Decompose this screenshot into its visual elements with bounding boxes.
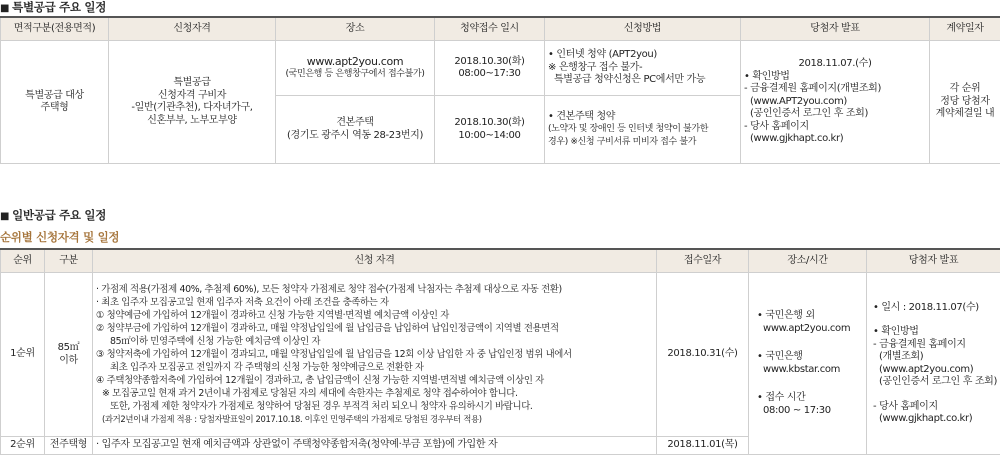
qualification2-cell: · 입주자 모집공고일 현재 예치금액과 상관없이 주택청약종합저축(청약예·부금 포함)에 가입한 자: [93, 437, 657, 455]
method-line: (노약자 및 장애인 등 인터넷 청약이 불가한: [548, 124, 709, 135]
special-schedule-table: [0, 16, 1000, 164]
method-line: ※ 은행창구 접수 불가-: [548, 61, 643, 73]
header-contract: 계약일자: [930, 17, 1000, 41]
qualification1-cell: [93, 273, 657, 437]
announce-line: - 당사 홈페이지: [744, 120, 809, 132]
place-time-cell: [749, 273, 867, 455]
time-line: 08:00~17:30: [458, 68, 521, 79]
general-subtitle: 순위별 신청자격 및 일정: [0, 230, 120, 244]
place-line: 견본주택: [336, 117, 374, 128]
special-row-1: [1, 41, 1000, 96]
announce-line: (www.gjkhapt.co.kr): [879, 413, 973, 424]
qual-line: ※ 모집공고일 현재 과거 2년이내 가점제로 당첨된 자의 세대에 속한자는 추첨제로 청약 접수하여야 합니다.: [102, 388, 518, 399]
announce-line: 2018.11.07.(수): [798, 58, 872, 70]
general-schedule-table: [0, 248, 1000, 455]
general-title-text: 일반공급 주요 일정: [12, 208, 107, 222]
place-online-url: www.apt2you.com: [306, 54, 404, 68]
place-line: www.apt2you.com: [763, 322, 851, 334]
area-line: 특별공급 대상: [25, 89, 84, 101]
general-section-title: [0, 208, 106, 224]
place-line: • 국민은행: [757, 351, 803, 362]
eligibility-line: 신혼부부, 노부모부양: [147, 114, 237, 126]
place-online-note: (국민은행 등 은행창구에서 접수불가): [285, 69, 425, 79]
announce-line: (개별조회): [879, 351, 924, 362]
announce-line: (공인인증서 로그인 후 조회): [750, 108, 868, 120]
type2-cell: 전주택형: [45, 437, 93, 455]
header-place: 장소: [276, 17, 435, 41]
place-line: • 접수 시간: [757, 392, 806, 403]
header-winner-announce: 당첨자 발표: [867, 249, 1000, 273]
qual-line: (과거2년이내 가점제 적용 : 당첨자발표일이 2017.10.18. 이후인 민영주택의 가점제로 당첨된 경우부터 적용): [102, 414, 482, 424]
time-line: 10:00~14:00: [458, 129, 521, 141]
header-rank: 순위: [1, 249, 45, 273]
qual-line: · 가점제 적용(가점제 40%, 추첨제 60%), 모든 청약자 가점제로 청약 접수(가점제 낙첨자는 추첨제 대상으로 자동 전환): [96, 284, 562, 295]
date-online-cell: [435, 41, 545, 96]
qual-line: 최초 입주자 모집공고 전일까지 각 주택형의 신청 가능한 청약예금으로 전환한 자: [110, 362, 424, 373]
qual-line: ④ 주택청약종합저축에 가입하여 12개월이 경과하고, 총 납입금액이 신청 가능한 지역별·면적별 예치금액 이상인 자: [96, 375, 544, 386]
winner-announce-cell: [867, 273, 1000, 455]
eligibility-line: 신청자격 구비자: [158, 89, 226, 101]
place-line: www.kbstar.com: [763, 363, 841, 375]
special-section-title: [0, 0, 106, 16]
qual-line: 또한, 가점제 제한 청약자가 가점제로 청약하여 당첨된 경우 부적격 처리 되오니 청약자 유의하시기 바랍니다.: [110, 401, 533, 412]
place-line: • 국민은행 외: [757, 310, 815, 321]
contract-line: 계약체결일 내: [935, 108, 995, 120]
header-eligibility: 신청자격: [109, 17, 276, 41]
rank2-cell: 2순위: [1, 437, 45, 455]
header-place-time: 장소/시간: [749, 249, 867, 273]
method-model-house-cell: [545, 96, 741, 164]
qual-line: ③ 청약저축에 가입하여 12개월이 경과되고, 매월 약정납입일에 월 납입금을 12회 이상 납입한 자 중 납입인정 범위 내에서: [96, 349, 572, 360]
rank1-row: [1, 273, 1000, 437]
eligibility-line: -일반(기관추천), 다자녀가구,: [131, 102, 253, 113]
method-online-cell: [545, 41, 741, 96]
date1-cell: 2018.10.31(수): [657, 273, 749, 437]
contract-line: 각 순위: [949, 83, 981, 95]
date-model-house-cell: [435, 96, 545, 164]
header-announce: 당첨자 발표: [741, 17, 930, 41]
date2-cell: 2018.11.01(목): [657, 437, 749, 455]
announce-line: - 금융결제원 홈페이지(개별조회): [744, 83, 882, 95]
place-line: (경기도 광주시 역동 28-23번지): [287, 129, 423, 141]
qual-line: · 최초 입주자 모집공고일 현재 입주자 저축 요건이 아래 조건을 충족하는 자: [96, 297, 389, 308]
method-line: 특별공급 청약신청은 PC에서만 가능: [554, 74, 706, 86]
special-header-row: [1, 17, 1000, 41]
qual-line: 85㎡이하 민영주택에 신청 가능한 예치금액 이상인 자: [110, 336, 321, 347]
header-area: 면적구분(전용면적): [1, 17, 109, 41]
announce-line: (www.APT2you.com): [750, 95, 847, 107]
announce-line: - 당사 홈페이지: [873, 400, 938, 412]
place-online-cell: [276, 41, 435, 96]
type1-cell: [45, 273, 93, 437]
method-line: 경우) ※신청 구비서류 미비자 접수 불가: [548, 136, 697, 147]
square-bullet-icon: ■: [0, 211, 10, 222]
contract-cell: [930, 41, 1000, 164]
eligibility-cell: [109, 41, 276, 164]
header-date: 청약접수 일시: [435, 17, 545, 41]
announce-line: (www.apt2you.com): [879, 363, 974, 375]
header-receipt-date: 접수일자: [657, 249, 749, 273]
method-line: • 인터넷 청약 (APT2you): [548, 49, 657, 61]
type-line: 85㎡: [57, 342, 80, 353]
area-line: 주택형: [40, 102, 69, 113]
qual-line: ① 청약예금에 가입하여 12개월이 경과하고 신청 가능한 지역별·면적별 예치금액 이상인 자: [96, 310, 449, 321]
type-line: 이하: [59, 354, 78, 366]
contract-line: 정당 당첨자: [940, 95, 990, 107]
announce-line: • 확인방법: [744, 70, 790, 82]
announce-line: - 금융결제원 홈페이지: [873, 338, 966, 350]
rank1-cell: 1순위: [1, 273, 45, 437]
method-line: • 견본주택 청약: [548, 110, 616, 122]
date-line: 2018.10.30(화): [454, 117, 525, 128]
area-cell: [1, 41, 109, 164]
date-line: 2018.10.30(화): [454, 55, 525, 67]
announce-cell: [741, 41, 930, 164]
header-method: 신청방법: [545, 17, 741, 41]
announce-line: • 확인방법: [873, 326, 919, 337]
header-qualification: 신청 자격: [93, 249, 657, 273]
place-model-house-cell: [276, 96, 435, 164]
place-line: 08:00 ~ 17:30: [763, 404, 831, 416]
general-header-row: [1, 249, 1000, 273]
header-type: 구분: [45, 249, 93, 273]
square-bullet-icon: ■: [0, 3, 10, 14]
special-title-text: 특별공급 주요 일정: [12, 0, 107, 14]
announce-line: • 일시 : 2018.11.07(수): [873, 301, 979, 313]
qual-line: ② 청약부금에 가입하여 12개월이 경과하고, 매월 약정납입일에 월 납입금을 납입하여 납입인정금액이 지역별 전용면적: [96, 323, 559, 334]
announce-line: (공인인증서 로그인 후 조회): [879, 376, 997, 387]
announce-line: (www.gjkhapt.co.kr): [750, 133, 844, 145]
eligibility-line: 특별공급: [173, 77, 211, 88]
